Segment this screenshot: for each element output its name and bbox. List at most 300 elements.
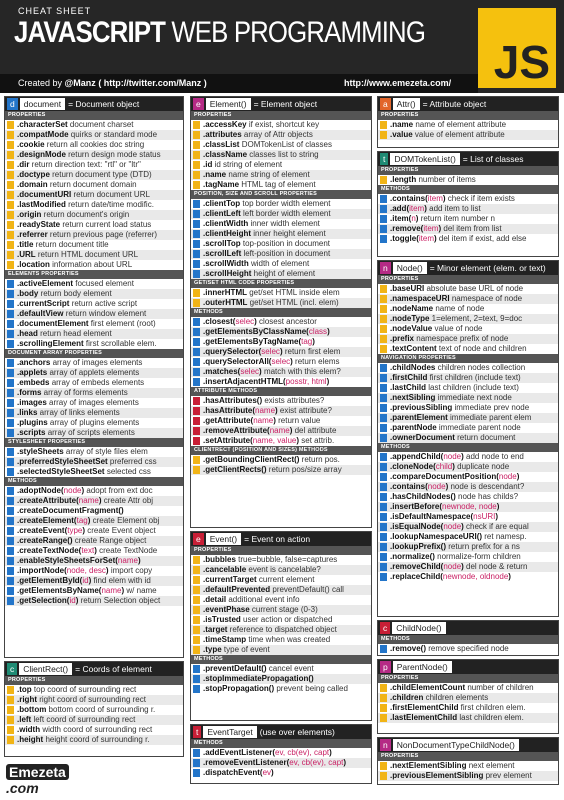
- list-item: [191, 625, 371, 635]
- bullet-icon: [7, 706, 14, 714]
- list-item: [5, 180, 183, 190]
- panel-name: DOMTokenList(): [390, 153, 459, 165]
- item-desc: selected css: [104, 467, 151, 476]
- list-item: [5, 695, 183, 705]
- list-item: [191, 436, 371, 446]
- list-item: [378, 393, 558, 403]
- list-item: [378, 522, 558, 532]
- list-item: [378, 194, 558, 204]
- list-item: [378, 423, 558, 433]
- panel-tag: n: [380, 739, 391, 751]
- section-rows: [378, 175, 558, 185]
- item-key: .lookupPrefix(): [390, 542, 447, 551]
- bullet-icon: [7, 151, 14, 159]
- list-item: [378, 572, 558, 582]
- item-desc: last children elem.: [457, 713, 524, 722]
- item-desc: first children elem.: [458, 703, 526, 712]
- panel-header: [378, 660, 558, 674]
- item-desc: return prefix for a ns: [446, 542, 520, 551]
- list-item: [191, 317, 371, 327]
- item-key: .styleSheets: [17, 447, 64, 456]
- bullet-icon: [7, 251, 14, 259]
- list-item: [5, 200, 183, 210]
- panel-tag: p: [380, 661, 391, 673]
- list-item: [378, 234, 558, 244]
- panel-header: [5, 662, 183, 676]
- item-desc: remove specified node: [426, 644, 509, 653]
- list-item: [191, 555, 371, 565]
- list-item: [5, 339, 183, 349]
- item-desc: last children (include text): [426, 383, 519, 392]
- section-header: NAVIGATION PROPERTIES: [378, 354, 558, 363]
- list-item: [191, 575, 371, 585]
- bullet-icon: [7, 221, 14, 229]
- item-desc: immediate parent elem: [447, 413, 532, 422]
- list-item: [378, 562, 558, 572]
- item-key: .outerHTML: [203, 298, 248, 307]
- bullet-icon: [380, 772, 387, 780]
- item-key: .addEventListener(ev, cb(ev), capt): [203, 748, 332, 757]
- item-desc: return elems: [292, 357, 340, 366]
- item-key: .id: [203, 160, 213, 169]
- item-key: .removeChild(node): [390, 562, 464, 571]
- list-item: [191, 396, 371, 406]
- section-header: METHODS: [378, 185, 558, 194]
- section-rows: [191, 317, 371, 387]
- item-key: .scrollingElement: [17, 339, 84, 348]
- list-item: [191, 357, 371, 367]
- bullet-icon: [380, 364, 387, 372]
- bullet-icon: [7, 261, 14, 269]
- twitter-link[interactable]: ( http://twitter.com/Manz ): [95, 78, 207, 88]
- bullet-icon: [193, 378, 200, 386]
- bullet-icon: [380, 131, 387, 139]
- bullet-icon: [380, 434, 387, 442]
- item-key: .characterSet: [17, 120, 68, 129]
- bullet-icon: [7, 537, 14, 545]
- item-desc: return head element: [37, 329, 112, 338]
- item-key: .scrollLeft: [203, 249, 242, 258]
- item-key: .scrollTop: [203, 239, 241, 248]
- list-item: [5, 486, 183, 496]
- item-desc: width coord of surrounding rect: [40, 725, 153, 734]
- bullet-icon: [193, 200, 200, 208]
- item-desc: normalize-form children: [434, 552, 521, 561]
- bullet-icon: [380, 315, 387, 323]
- item-desc: right coord of surrounding rect: [37, 695, 146, 704]
- item-desc: number of children: [465, 683, 534, 692]
- list-item: [191, 180, 371, 190]
- list-item: [5, 329, 183, 339]
- item-desc: import copy: [108, 566, 153, 575]
- bullet-icon: [193, 626, 200, 634]
- section-header: DOCUMENT ARRAY PROPERTIES: [5, 349, 183, 358]
- list-item: [5, 725, 183, 735]
- list-item: [191, 615, 371, 625]
- list-item: [378, 462, 558, 472]
- item-key: .contains(node): [390, 482, 449, 491]
- section-header: POSITION, SIZE AND SCROLL PROPERTIES: [191, 190, 371, 199]
- item-key: .length: [390, 175, 417, 184]
- item-key: .createElement(tag): [17, 516, 91, 525]
- item-key: .plugins: [17, 418, 48, 427]
- section-header: METHODS: [191, 308, 371, 317]
- list-item: [5, 220, 183, 230]
- list-item: [378, 120, 558, 130]
- bullet-icon: [193, 606, 200, 614]
- item-desc: id string of element: [212, 160, 283, 169]
- item-desc: DOMTokenList of classes: [239, 140, 332, 149]
- bullet-icon: [7, 330, 14, 338]
- list-item: [5, 240, 183, 250]
- list-item: [191, 426, 371, 436]
- item-key: .embeds: [17, 378, 50, 387]
- section-rows: [191, 288, 371, 308]
- bullet-icon: [7, 527, 14, 535]
- bullet-icon: [380, 235, 387, 243]
- section-header: PROPERTIES: [378, 166, 558, 175]
- section-header: PROPERTIES: [378, 111, 558, 120]
- bullet-icon: [193, 769, 200, 777]
- item-desc: array of embeds elements: [49, 378, 145, 387]
- bullet-icon: [193, 407, 200, 415]
- item-desc: array of applets elements: [47, 368, 140, 377]
- bullet-icon: [7, 507, 14, 515]
- bullet-icon: [193, 417, 200, 425]
- item-desc: cancel event: [266, 664, 314, 673]
- item-key: .children: [390, 693, 424, 702]
- list-item: [378, 433, 558, 443]
- item-key: .clientLeft: [203, 209, 241, 218]
- bullet-icon: [193, 348, 200, 356]
- item-desc: return document domain: [47, 180, 137, 189]
- item-key: .domain: [17, 180, 48, 189]
- bullet-icon: [193, 338, 200, 346]
- bullet-icon: [7, 181, 14, 189]
- item-key: .enableStyleSheetsForSet(name): [17, 556, 141, 565]
- bullet-icon: [380, 553, 387, 561]
- item-desc: set attrib.: [299, 436, 335, 445]
- item-desc: inner height element: [251, 229, 326, 238]
- item-desc: first children (include text): [427, 373, 521, 382]
- item-desc: number of items: [416, 175, 476, 184]
- bullet-icon: [193, 260, 200, 268]
- list-item: [378, 130, 558, 140]
- item-key: .replaceChild(newnode, oldnode): [390, 572, 511, 581]
- section-header: ATTRIBUTE METHODS: [191, 387, 371, 396]
- list-item: [5, 536, 183, 546]
- list-item: [5, 715, 183, 725]
- cheat-sheet-label: CHEAT SHEET: [18, 6, 92, 16]
- bullet-icon: [193, 586, 200, 594]
- section-header: PROPERTIES: [191, 546, 371, 555]
- list-item: [5, 378, 183, 388]
- bullet-icon: [380, 563, 387, 571]
- item-key: .readyState: [17, 220, 61, 229]
- item-key: .timeStamp: [203, 635, 247, 644]
- bullet-icon: [380, 714, 387, 722]
- section-rows: [5, 279, 183, 349]
- credit-bar: Created by @Manz ( http://twitter.com/Manz ): [0, 74, 478, 93]
- list-item: [5, 526, 183, 536]
- header: [0, 0, 564, 93]
- panel-tag: t: [193, 726, 201, 738]
- item-desc: height of element: [251, 269, 316, 278]
- bullet-icon: [380, 645, 387, 653]
- item-desc: absolute base URL of node: [424, 284, 524, 293]
- bullet-icon: [380, 195, 387, 203]
- list-item: [191, 758, 371, 768]
- item-key: .top: [17, 685, 32, 694]
- item-key: .isTrusted: [203, 615, 241, 624]
- item-key: .left: [17, 715, 32, 724]
- bullet-icon: [7, 419, 14, 427]
- list-item: [5, 140, 183, 150]
- item-key: .adoptNode(node): [17, 486, 85, 495]
- bullet-icon: [7, 290, 14, 298]
- bullet-icon: [7, 231, 14, 239]
- item-desc: current element: [256, 575, 315, 584]
- item-desc: create Event object: [85, 526, 156, 535]
- item-key: .documentElement: [17, 319, 89, 328]
- item-key: .getElementsByName(name): [17, 586, 125, 595]
- section-header: CLIENTRECT (POSITION AND SIZES) METHODS: [191, 446, 371, 455]
- bullet-icon: [380, 513, 387, 521]
- section-rows: [5, 486, 183, 606]
- item-key: .ownerDocument: [390, 433, 455, 442]
- section-rows: [378, 284, 558, 354]
- item-key: .selectedStyleSheetSet: [17, 467, 105, 476]
- item-desc: array of images elements: [46, 398, 139, 407]
- list-item: [191, 455, 371, 465]
- list-item: [5, 467, 183, 477]
- bullet-icon: [193, 636, 200, 644]
- bullet-icon: [380, 704, 387, 712]
- bullet-icon: [7, 201, 14, 209]
- panel-desc: = Element object: [253, 99, 318, 109]
- item-key: .querySelectorAll(selec): [203, 357, 293, 366]
- item-desc: text of node and children: [436, 344, 527, 353]
- list-item: [191, 367, 371, 377]
- item-desc: return all cookies doc string: [44, 140, 145, 149]
- item-desc: create Element obj: [90, 516, 160, 525]
- item-key: .clientWidth: [203, 219, 249, 228]
- bullet-icon: [193, 240, 200, 248]
- list-item: [378, 492, 558, 502]
- section-rows: [191, 455, 371, 475]
- bullet-icon: [380, 543, 387, 551]
- item-key: .previousSibling: [390, 403, 453, 412]
- item-desc: check if item exists: [445, 194, 515, 203]
- section-rows: [191, 120, 371, 190]
- bullet-icon: [380, 394, 387, 402]
- list-item: [378, 294, 558, 304]
- item-key: .type: [203, 645, 222, 654]
- item-key: .nodeValue: [390, 324, 433, 333]
- section-header: PROPERTIES: [378, 674, 558, 683]
- list-item: [5, 398, 183, 408]
- section-rows: [5, 120, 183, 270]
- item-desc: return document URL: [71, 190, 150, 199]
- list-item: [191, 416, 371, 426]
- section-rows: [378, 761, 558, 781]
- bullet-icon: [380, 694, 387, 702]
- section-header: METHODS: [191, 655, 371, 664]
- item-key: .firstChild: [390, 373, 428, 382]
- item-key: .lastElementChild: [390, 713, 458, 722]
- panel-tag: c: [7, 663, 17, 675]
- panel-tag: d: [7, 98, 18, 110]
- item-key: .nextElementSibling: [390, 761, 467, 770]
- item-desc: inner width element: [248, 219, 320, 228]
- list-item: [191, 768, 371, 778]
- panel-name: ClientRect(): [19, 663, 72, 675]
- item-desc: match with this elem?: [261, 367, 341, 376]
- list-item: [5, 160, 183, 170]
- item-desc: return value: [275, 416, 321, 425]
- item-desc: return body element: [38, 289, 112, 298]
- bullet-icon: [193, 121, 200, 129]
- item-key: .getClientRects(): [203, 465, 267, 474]
- item-key: .matches(selec): [203, 367, 262, 376]
- list-item: [378, 214, 558, 224]
- list-item: [5, 130, 183, 140]
- item-desc: children nodes collection: [435, 363, 526, 372]
- list-item: [5, 447, 183, 457]
- item-key: .cloneNode(child): [390, 462, 455, 471]
- item-desc: preferred css: [107, 457, 157, 466]
- list-item: [378, 761, 558, 771]
- item-desc: height coord of surrounding r.: [43, 735, 150, 744]
- item-key: .lastChild: [390, 383, 427, 392]
- panel-name: ParentNode(): [393, 661, 452, 673]
- list-item: [191, 595, 371, 605]
- bullet-icon: [380, 684, 387, 692]
- item-key: .getElementById(id): [17, 576, 92, 585]
- item-desc: event is cancelable?: [246, 565, 321, 574]
- item-key: .nodeName: [390, 304, 434, 313]
- item-key: .querySelector(selec): [203, 347, 283, 356]
- item-desc: return document's origin: [41, 210, 130, 219]
- item-key: .normalize(): [390, 552, 435, 561]
- panel-header: [378, 152, 558, 166]
- panel-header: [191, 532, 371, 546]
- panel-attr: [377, 96, 559, 148]
- section-header: PROPERTIES: [378, 752, 558, 761]
- item-key: .name: [390, 120, 414, 129]
- site-link[interactable]: http://www.emezeta.com/: [344, 78, 452, 88]
- item-desc: exist attribute?: [277, 406, 332, 415]
- bullet-icon: [193, 289, 200, 297]
- bullet-icon: [7, 369, 14, 377]
- item-desc: top border width element: [240, 199, 331, 208]
- list-item: [191, 565, 371, 575]
- list-item: [5, 428, 183, 438]
- list-item: [5, 120, 183, 130]
- item-key: .scrollHeight: [203, 269, 252, 278]
- list-item: [5, 230, 183, 240]
- item-desc: get/set HTML (incl. elem): [247, 298, 339, 307]
- panel-node: [377, 260, 559, 617]
- bullet-icon: [7, 429, 14, 437]
- bullet-icon: [7, 191, 14, 199]
- bullet-icon: [7, 171, 14, 179]
- section-rows: [191, 748, 371, 778]
- item-desc: type of event: [221, 645, 270, 654]
- item-key: .designMode: [17, 150, 66, 159]
- item-desc: return active script: [69, 299, 138, 308]
- section-rows: [378, 683, 558, 723]
- item-desc: node is descendant?: [448, 482, 525, 491]
- list-item: [378, 532, 558, 542]
- item-key: .dispatchEvent(ev): [203, 768, 274, 777]
- list-item: [378, 542, 558, 552]
- item-desc: return previous page (referrer): [47, 230, 158, 239]
- bullet-icon: [380, 573, 387, 581]
- item-key: .getSelection(id): [17, 596, 79, 605]
- bullet-icon: [380, 215, 387, 223]
- item-desc: HTML tag of element: [239, 180, 316, 189]
- list-item: [378, 304, 558, 314]
- list-item: [5, 170, 183, 180]
- panel-domtokenlist: [377, 151, 559, 257]
- item-key: .bottom: [17, 705, 47, 714]
- bullet-icon: [380, 404, 387, 412]
- item-desc: return document: [454, 433, 516, 442]
- panel-tag: e: [193, 98, 204, 110]
- panel-tag: n: [380, 262, 391, 274]
- list-item: [191, 377, 371, 387]
- bullet-icon: [193, 299, 200, 307]
- bullet-icon: [193, 749, 200, 757]
- item-key: .nextSibling: [390, 393, 436, 402]
- bullet-icon: [193, 456, 200, 464]
- bullet-icon: [380, 473, 387, 481]
- item-desc: time when was created: [246, 635, 331, 644]
- item-key: .currentScript: [17, 299, 70, 308]
- bullet-icon: [7, 557, 14, 565]
- panel-header: [378, 261, 558, 275]
- item-desc: create TextNode: [96, 546, 158, 555]
- panel-desc: (use over elements): [259, 727, 335, 737]
- list-item: [5, 556, 183, 566]
- bullet-icon: [193, 210, 200, 218]
- item-desc: left border width element: [240, 209, 331, 218]
- item-desc: closest ancestor: [256, 317, 317, 326]
- item-key: .forms: [17, 388, 42, 397]
- item-desc: return design mode status: [65, 150, 161, 159]
- panel-name: Attr(): [393, 98, 420, 110]
- panel-header: [378, 97, 558, 111]
- list-item: [5, 309, 183, 319]
- item-key: .defaultView: [17, 309, 64, 318]
- item-desc: left coord of surrounding rect: [31, 715, 136, 724]
- bullet-icon: [7, 597, 14, 605]
- bullet-icon: [193, 427, 200, 435]
- list-item: [5, 388, 183, 398]
- list-item: [378, 373, 558, 383]
- item-key: .height: [17, 735, 44, 744]
- panel-name: document: [20, 98, 65, 110]
- item-key: .preferredStyleSheetSet: [17, 457, 108, 466]
- bullet-icon: [7, 487, 14, 495]
- item-key: .doctype: [17, 170, 50, 179]
- bullet-icon: [193, 250, 200, 258]
- bullet-icon: [193, 358, 200, 366]
- list-item: [378, 683, 558, 693]
- item-desc: create Range object: [72, 536, 147, 545]
- item-desc: array of Attr objects: [241, 130, 313, 139]
